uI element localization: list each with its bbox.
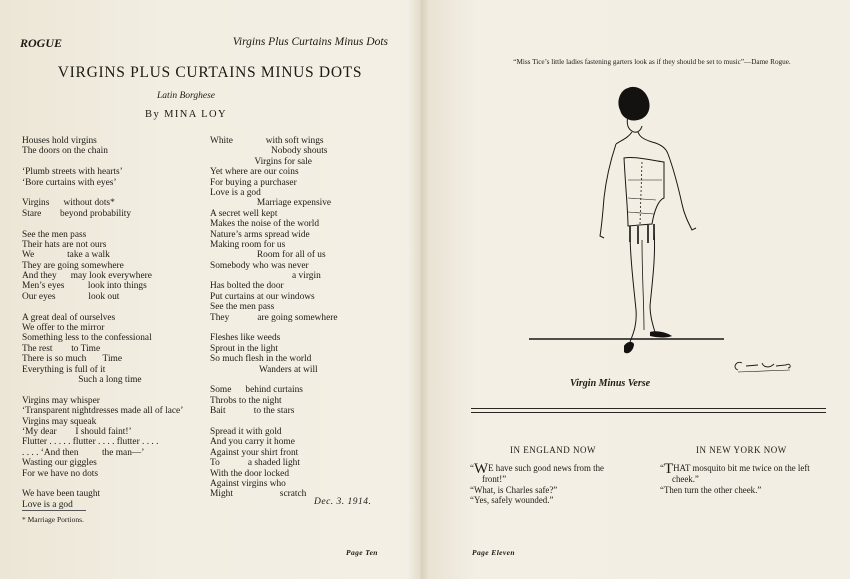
poem-line: Nobody shouts <box>210 146 328 157</box>
poem-line: Love is a god <box>210 187 261 198</box>
poem-line: We offer to the mirror <box>22 323 105 334</box>
footnote-rule <box>22 510 86 511</box>
poem-line: They are going somewhere <box>22 260 124 271</box>
poem-line: ‘My dear I should faint!’ <box>22 426 132 437</box>
poem-line: We take a walk <box>22 250 110 261</box>
poem-line: Flutter . . . . . flutter . . . . flutter . . . . <box>22 437 159 448</box>
joke-line: “Yes, safely wounded.” <box>470 495 554 506</box>
poem-line <box>22 302 183 312</box>
poem-line: A great deal of ourselves <box>22 312 116 323</box>
running-head-title: Virgins Plus Curtains Minus Dots <box>232 36 388 48</box>
poem-line: Has bolted the door <box>210 281 284 292</box>
poem-line: For we have no dots <box>22 468 99 479</box>
page-number-left: Page Ten <box>346 548 378 557</box>
joke-line: “WE have such good news from the <box>470 461 604 477</box>
poem-title: VIRGINS PLUS CURTAINS MINUS DOTS <box>57 64 363 81</box>
poem-line: See the men pass <box>22 229 87 240</box>
drop-cap: T <box>663 461 674 477</box>
poem-line: Something less to the confessional <box>22 333 152 344</box>
poem-line: ‘Transparent nightdresses made all of lace’ <box>22 406 184 417</box>
poem-line: Put curtains at our windows <box>210 291 315 302</box>
joke-line: front!” <box>482 474 507 484</box>
poem-line: Their hats are not ours <box>22 239 107 250</box>
new-york-joke <box>660 463 830 495</box>
poem-line: Yet where are our coins <box>210 167 299 178</box>
poem-line: Sprout in the light <box>210 343 278 354</box>
poem-line: Bait to the stars <box>210 406 295 417</box>
poem-line: Against virgins who <box>210 478 286 489</box>
illustration-quote: “Miss Tice’s little ladies fastening garters look as if they should be set to music”—Dame Rogue. <box>513 58 791 66</box>
joke-line: “What, is Charles safe?” <box>470 484 558 495</box>
poem-line <box>22 385 183 395</box>
joke-line: “Then turn the other cheek.” <box>660 484 762 495</box>
poem-line: There is so much Time <box>22 354 122 365</box>
poem-line: Such a long time <box>22 374 142 385</box>
illustration-caption: Virgin Minus Verse <box>570 378 651 389</box>
poem-line <box>22 188 183 198</box>
drop-cap: W <box>473 461 489 477</box>
poem-line: Wasting our giggles <box>22 458 97 469</box>
page-number-right: Page Eleven <box>472 548 515 557</box>
right-page <box>424 0 850 579</box>
poem-line: Somebody who was never <box>210 260 309 271</box>
poem-line: Nature’s arms spread wide <box>210 229 310 240</box>
poem-line: a virgin <box>210 271 321 282</box>
poem-line: ‘Bore curtains with eyes’ <box>22 177 117 188</box>
poem-line: Everything is full of it <box>22 364 106 375</box>
poem-line: We have been taught <box>22 489 101 500</box>
poem-line: Men’s eyes look into things <box>22 281 147 292</box>
poem-line: The rest to Time <box>22 343 101 354</box>
joke-line: “THAT mosquito bit me twice on the left <box>660 461 810 477</box>
poem-line: So much flesh in the world <box>210 354 312 365</box>
poem-line: They are going somewhere <box>210 312 338 323</box>
poem-line: Some behind curtains <box>210 385 303 396</box>
poem-line: And they may look everywhere <box>22 271 152 282</box>
footnote: * Marriage Portions. <box>22 515 84 524</box>
poem-line <box>210 375 338 385</box>
poem-line <box>22 219 183 229</box>
poem-line: ‘Plumb streets with hearts’ <box>22 167 123 178</box>
poem-line: Might scratch <box>210 489 307 500</box>
poem-line: Marriage expensive <box>210 198 332 209</box>
poem-column-1 <box>22 136 183 510</box>
poem-line: A secret well kept <box>210 208 278 219</box>
poem-line <box>22 157 183 167</box>
joke-line: cheek.” <box>672 474 699 484</box>
poem-line: . . . . ‘And then the man—’ <box>22 447 145 458</box>
poem-line: Wanders at will <box>210 364 318 375</box>
poem-line: Spread it with gold <box>210 426 282 437</box>
poem-line: Against your shirt front <box>210 447 299 458</box>
poem-line: Fleshes like weeds <box>210 333 281 344</box>
section-rule-thin <box>471 412 826 413</box>
poem-line <box>210 417 338 427</box>
poem-line <box>210 323 338 333</box>
poem-line: Throbs to the night <box>210 395 282 406</box>
new-york-heading: IN NEW YORK NOW <box>696 445 787 455</box>
poem-line: Virgins may squeak <box>22 416 97 427</box>
poem-line: Love is a god <box>22 499 73 510</box>
england-heading: IN ENGLAND NOW <box>510 445 596 455</box>
poem-line: See the men pass <box>210 302 275 313</box>
left-page <box>0 0 420 579</box>
poem-line: Virgins for sale <box>210 156 312 167</box>
woman-in-corset-illustration <box>524 80 804 380</box>
poem-date: Dec. 3. 1914. <box>314 497 372 507</box>
poem-line: The doors on the chain <box>22 146 108 157</box>
running-head-magazine: ROGUE <box>20 36 63 50</box>
poem-column-2 <box>210 136 338 500</box>
poem-line: With the door locked <box>210 468 290 479</box>
poem-line: Stare beyond probability <box>22 208 132 219</box>
section-rule-thick <box>471 408 826 409</box>
poem-line: To a shaded light <box>210 458 300 469</box>
poem-line: Makes the noise of the world <box>210 219 320 230</box>
poem-byline: By MINA LOY <box>145 109 227 120</box>
poem-line: Houses hold virgins <box>22 136 97 146</box>
poem-line <box>22 479 183 489</box>
poem-line: For buying a purchaser <box>210 177 297 188</box>
poem-line: Virgins may whisper <box>22 395 100 406</box>
poem-line: Our eyes look out <box>22 291 120 302</box>
poem-line: Making room for us <box>210 239 286 250</box>
poem-line: White with soft wings <box>210 136 324 146</box>
england-joke <box>470 463 646 506</box>
poem-line: Virgins without dots* <box>22 198 115 209</box>
poem-subtitle: Latin Borghese <box>157 91 215 101</box>
poem-line: Room for all of us <box>210 250 326 261</box>
poem-line: And you carry it home <box>210 437 295 448</box>
